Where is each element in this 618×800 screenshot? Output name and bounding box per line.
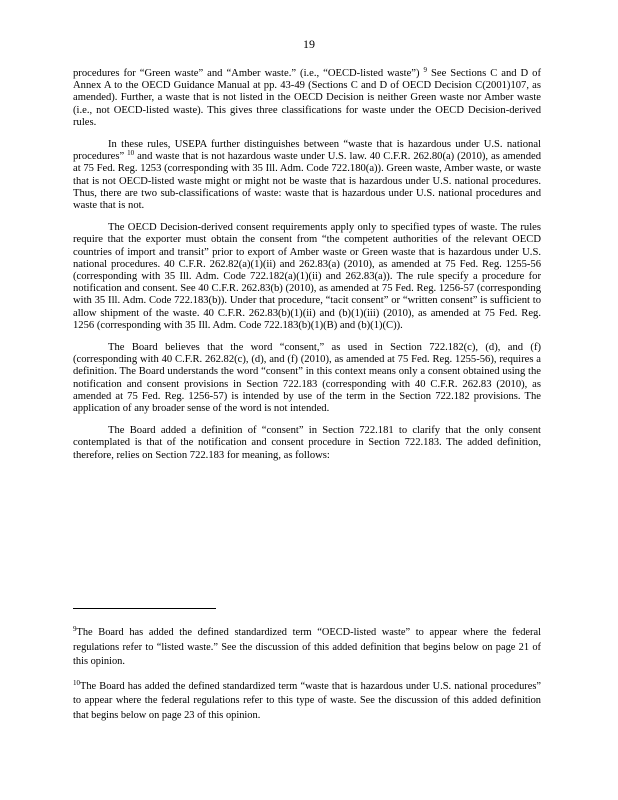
paragraph-text: The Board added a definition of “consent” in Section 722.181 to clarify that the only consent contemplated is that of the notification and consent procedure in Section 722.183. The added definition, therefore, relies on Section 722.183 for meaning, as follows: — [73, 425, 541, 461]
paragraph-text: In these rules, USEPA further distinguishes between “waste that is hazardous under U.S. national procedures” — [73, 139, 541, 163]
paragraph-text: See Sections C and D of Annex A to the OECD Guidance Manual at pp. 43-49 (Sections C and D of OECD Decision C(2001)107, as amended). Further, a waste that is not listed in the OECD Decision is neither Green waste nor Amber waste (i.e., not OECD-listed waste). This gives three classifications for waste under the OECD Decision-derived rules. — [73, 68, 541, 128]
paragraph-2 — [73, 139, 541, 212]
footnote-text: The Board has added the defined standardized term “OECD-listed waste” to appear where the federal regulations refer to “listed waste.” See the discussion of this added definition that begins below on page 21 of this opinion. — [73, 627, 541, 667]
paragraph-1 — [73, 68, 541, 129]
paragraph-5 — [73, 425, 541, 462]
footnote-reference-10: 10 — [127, 149, 135, 158]
footnote-marker: 10 — [73, 678, 80, 687]
footnotes — [73, 626, 541, 733]
body-text — [73, 68, 541, 472]
footnote-reference-9: 9 — [423, 66, 428, 74]
footnote-10 — [73, 680, 541, 724]
footnote-9 — [73, 626, 541, 670]
paragraph-4 — [73, 342, 541, 415]
footnote-separator — [73, 608, 216, 609]
paragraph-text: The Board believes that the word “consent,” as used in Section 722.182(c), (d), and (f) (corresponding with 40 C.F.R. 262.82(c), (d), and (f) (2010), as amended at 75 Fed. Reg. 1255-56), requires a definition. The Board understands the word “consent” in this context means only a consent obtained using the notification and consent provisions in Section 722.183 (corresponding with 40 C.F.R. 262.83 (2010), as amended at 75 Fed. Reg. 1256-57) is intended by use of the term in the Section 722.182 provisions. The application of any broader sense of the word is not intended. — [73, 342, 541, 415]
footnote-text: The Board has added the defined standardized term “waste that is hazardous under U.S. national procedures” to appear where the federal regulations refer to this type of waste. See the discussion of this added definition that begins below on page 23 of this opinion. — [73, 680, 541, 721]
paragraph-3 — [73, 222, 541, 332]
paragraph-text: procedures for “Green waste” and “Amber waste.” (i.e., “OECD-listed waste”) — [73, 68, 420, 79]
paragraph-text: and waste that is not hazardous waste under U.S. law. 40 C.F.R. 262.80(a) (2010), as amended at 75 Fed. Reg. 1253 (corresponding with 35 Ill. Adm. Code 722.180(a)). Green waste, Amber waste, or waste that is not OECD-listed waste might or might not be waste that is hazardous under U.S. national procedures. Thus, there are two sub-classifications of waste: waste that is hazardous under U.S. national procedures and waste that is not. — [73, 151, 542, 212]
page-number: 19 — [303, 37, 315, 51]
paragraph-text: The OECD Decision-derived consent requirements apply only to specified types of waste. The rules require that the exporter must obtain the consent from “the competent authorities of the relevant OECD countries of import and transit” prior to export of Amber waste or Green waste that is hazardous under U.S. national procedures. 40 C.F.R. 262.82(a)(1)(ii) and 262.83(a) (2010), as amended at 75 Fed. Reg. 1255-56 (corresponding with 35 Ill. Adm. Code 722.182(a)(1)(ii) and 262.83(a)). The rule specify a procedure for notification and consent. See 40 C.F.R. 262.83(b) (2010), as amended at 75 Fed. Reg. 1256-57 (corresponding with 35 Ill. Adm. Code 722.183(b)). Under that procedure, “tacit consent” or “written consent” is sufficient to allow shipment of the waste. 40 C.F.R. 262.83(b)(1)(ii) and (b)(1)(iii) (2010), as amended at 75 Fed. Reg. 1256 (corresponding with 35 Ill. Adm. Code 722.183(b)(1)(B) and (b)(1)(C)). — [73, 222, 541, 331]
footnote-marker: 9 — [73, 625, 77, 633]
